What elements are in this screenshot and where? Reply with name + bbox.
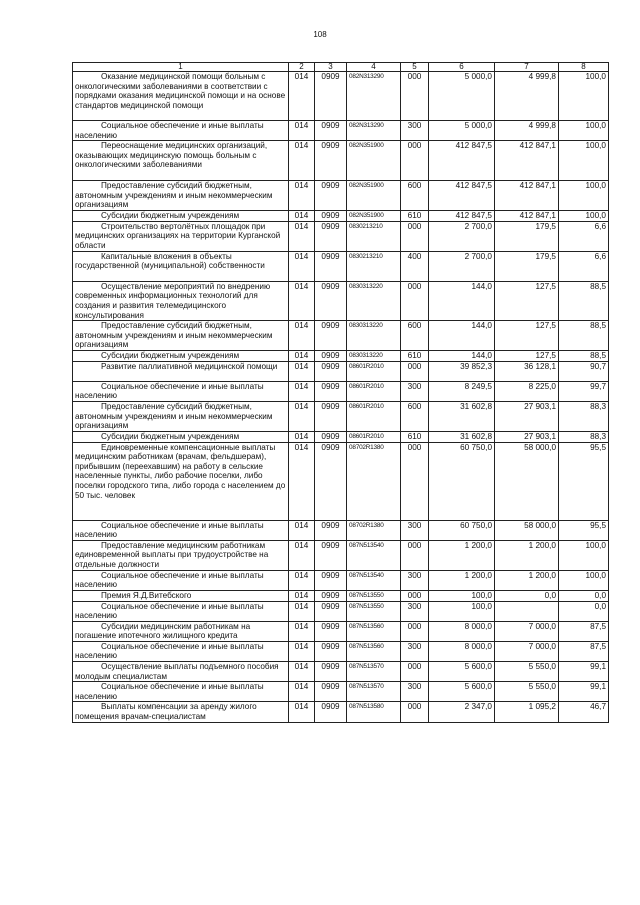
table-row [73, 641, 609, 661]
cell-subsection: 0909 [315, 72, 347, 121]
cell-planned: 144,0 [429, 321, 495, 351]
cell-subsection: 0909 [315, 662, 347, 682]
cell-target-code: 08601R2010 [347, 381, 401, 401]
cell-description [73, 72, 289, 121]
cell-target-code: 087N513550 [347, 590, 401, 601]
cell-percent: 6,6 [559, 251, 609, 281]
cell-planned: 5 000,0 [429, 72, 495, 121]
cell-executed: 58 000,0 [495, 442, 559, 520]
table-row [73, 251, 609, 281]
row-description: Оказание медицинской помощи больным с онкологическими заболеваниями в соответствии с порядками оказания медицинской помощи и на основе стандартов медицинской помощи [75, 72, 286, 110]
cell-planned: 60 750,0 [429, 520, 495, 540]
cell-target-code: 082N313290 [347, 121, 401, 141]
cell-subsection: 0909 [315, 702, 347, 722]
cell-planned: 39 852,3 [429, 361, 495, 381]
cell-target-code: 08601R2010 [347, 361, 401, 381]
cell-planned: 2 700,0 [429, 221, 495, 251]
row-description: Капитальные вложения в объекты государственной (муниципальной) собственности [75, 251, 265, 271]
cell-description [73, 520, 289, 540]
cell-section: 014 [289, 702, 315, 722]
cell-expense-type: 000 [401, 281, 429, 320]
cell-description [73, 351, 289, 362]
table-row [73, 281, 609, 320]
cell-executed: 8 225,0 [495, 381, 559, 401]
cell-section: 014 [289, 662, 315, 682]
cell-expense-type: 610 [401, 431, 429, 442]
row-description: Субсидии медицинским работникам на погашение ипотечного жилищного кредита [75, 621, 251, 641]
cell-percent: 88,3 [559, 401, 609, 431]
table-row [73, 381, 609, 401]
table-row [73, 590, 609, 601]
cell-section: 014 [289, 321, 315, 351]
cell-percent: 46,7 [559, 702, 609, 722]
cell-executed: 412 847,1 [495, 211, 559, 222]
cell-planned: 5 600,0 [429, 662, 495, 682]
cell-section: 014 [289, 641, 315, 661]
cell-target-code: 08601R2010 [347, 431, 401, 442]
row-description: Социальное обеспечение и иные выплаты населению [75, 520, 264, 540]
cell-description [73, 121, 289, 141]
cell-target-code: 087N513540 [347, 570, 401, 590]
cell-section: 014 [289, 520, 315, 540]
header-col-6: 6 [429, 63, 495, 72]
cell-expense-type: 000 [401, 590, 429, 601]
cell-executed: 7 000,0 [495, 621, 559, 641]
cell-percent: 95,5 [559, 520, 609, 540]
cell-expense-type: 000 [401, 621, 429, 641]
cell-percent: 88,3 [559, 431, 609, 442]
cell-expense-type: 000 [401, 442, 429, 520]
row-description: Выплаты компенсации за аренду жилого помещения врачам-специалистам [75, 702, 257, 722]
cell-expense-type: 600 [401, 321, 429, 351]
cell-subsection: 0909 [315, 351, 347, 362]
row-description: Социальное обеспечение и иные выплаты населению [75, 381, 264, 401]
cell-subsection: 0909 [315, 590, 347, 601]
cell-executed: 412 847,1 [495, 181, 559, 211]
row-description: Социальное обеспечение и иные выплаты населению [75, 570, 264, 590]
cell-section: 014 [289, 181, 315, 211]
cell-subsection: 0909 [315, 431, 347, 442]
cell-executed: 127,5 [495, 351, 559, 362]
cell-description [73, 401, 289, 431]
cell-planned: 2 347,0 [429, 702, 495, 722]
cell-subsection: 0909 [315, 211, 347, 222]
header-col-8: 8 [559, 63, 609, 72]
cell-planned: 100,0 [429, 601, 495, 621]
row-description: Предоставление субсидий бюджетным, автономным учреждениям и иным некоммерческим организациям [75, 321, 273, 350]
cell-section: 014 [289, 72, 315, 121]
cell-percent: 100,0 [559, 181, 609, 211]
cell-percent: 6,6 [559, 221, 609, 251]
cell-executed: 5 550,0 [495, 682, 559, 702]
cell-description [73, 601, 289, 621]
cell-target-code: 082N351900 [347, 141, 401, 181]
table-row [73, 211, 609, 222]
cell-description [73, 590, 289, 601]
cell-executed [495, 601, 559, 621]
cell-planned: 100,0 [429, 590, 495, 601]
cell-expense-type: 000 [401, 702, 429, 722]
cell-target-code: 087N513560 [347, 641, 401, 661]
table-row [73, 361, 609, 381]
cell-percent: 88,5 [559, 321, 609, 351]
table-row [73, 141, 609, 181]
cell-description [73, 221, 289, 251]
cell-subsection: 0909 [315, 251, 347, 281]
cell-description [73, 570, 289, 590]
row-description: Премия Я.Д.Витебского [101, 590, 192, 600]
cell-subsection: 0909 [315, 221, 347, 251]
row-description: Социальное обеспечение и иные выплаты населению [75, 121, 264, 140]
cell-subsection: 0909 [315, 181, 347, 211]
cell-target-code: 08601R2010 [347, 401, 401, 431]
cell-target-code: 087N513550 [347, 601, 401, 621]
cell-target-code: 0830313220 [347, 281, 401, 320]
cell-target-code: 0830313220 [347, 351, 401, 362]
cell-subsection: 0909 [315, 141, 347, 181]
row-description: Социальное обеспечение и иные выплаты населению [75, 641, 264, 661]
cell-expense-type: 000 [401, 72, 429, 121]
cell-section: 014 [289, 590, 315, 601]
cell-executed: 4 999,8 [495, 121, 559, 141]
cell-subsection: 0909 [315, 401, 347, 431]
cell-target-code: 087N513560 [347, 621, 401, 641]
row-description: Субсидии бюджетным учреждениям [101, 431, 240, 441]
row-description: Единовременные компенсационные выплаты медицинским работникам (врачам, фельдшерам), прибывшим (переехавшим) на работу в сельские населенные пункты, либо рабочие поселки, либо поселки городского типа, либо города с населением до 50 тыс. человек [75, 442, 286, 500]
cell-subsection: 0909 [315, 321, 347, 351]
cell-percent: 100,0 [559, 570, 609, 590]
header-col-5: 5 [401, 63, 429, 72]
cell-percent: 99,1 [559, 682, 609, 702]
cell-executed: 27 903,1 [495, 401, 559, 431]
cell-section: 014 [289, 211, 315, 222]
cell-subsection: 0909 [315, 621, 347, 641]
cell-planned: 8 249,5 [429, 381, 495, 401]
cell-planned: 8 000,0 [429, 641, 495, 661]
cell-section: 014 [289, 221, 315, 251]
cell-description [73, 621, 289, 641]
cell-subsection: 0909 [315, 281, 347, 320]
cell-section: 014 [289, 540, 315, 570]
cell-description [73, 211, 289, 222]
cell-subsection: 0909 [315, 601, 347, 621]
cell-target-code: 082N313290 [347, 72, 401, 121]
cell-executed: 1 095,2 [495, 702, 559, 722]
cell-planned: 412 847,5 [429, 211, 495, 222]
cell-executed: 58 000,0 [495, 520, 559, 540]
table-row [73, 682, 609, 702]
cell-subsection: 0909 [315, 520, 347, 540]
cell-executed: 1 200,0 [495, 570, 559, 590]
row-description: Субсидии бюджетным учреждениям [101, 351, 240, 361]
row-description: Осуществление выплаты подъемного пособия молодым специалистам [75, 662, 279, 681]
cell-subsection: 0909 [315, 570, 347, 590]
cell-target-code: 0830213210 [347, 251, 401, 281]
cell-executed: 27 903,1 [495, 431, 559, 442]
cell-expense-type: 000 [401, 141, 429, 181]
row-description: Развитие паллиативной медицинской помощи [101, 361, 278, 371]
cell-description [73, 662, 289, 682]
row-description: Строительство вертолётных площадок при медицинских организациях на территории Курганской области [75, 221, 281, 250]
cell-planned: 1 200,0 [429, 540, 495, 570]
cell-expense-type: 610 [401, 351, 429, 362]
row-description: Социальное обеспечение и иные выплаты населению [75, 682, 264, 701]
cell-subsection: 0909 [315, 361, 347, 381]
cell-target-code: 08702R1380 [347, 442, 401, 520]
row-description: Осуществление мероприятий по внедрению современных информационных технологий для создания и развития телемедицинского консультирования [75, 281, 271, 320]
cell-section: 014 [289, 682, 315, 702]
cell-executed: 127,5 [495, 281, 559, 320]
table-row [73, 181, 609, 211]
cell-description [73, 540, 289, 570]
table-row [73, 351, 609, 362]
cell-target-code: 08702R1380 [347, 520, 401, 540]
cell-executed: 179,5 [495, 251, 559, 281]
cell-planned: 5 600,0 [429, 682, 495, 702]
table-row [73, 570, 609, 590]
header-col-7: 7 [495, 63, 559, 72]
cell-description [73, 361, 289, 381]
cell-description [73, 682, 289, 702]
cell-section: 014 [289, 251, 315, 281]
cell-percent: 87,5 [559, 621, 609, 641]
cell-description [73, 431, 289, 442]
budget-table [72, 62, 609, 723]
cell-description [73, 442, 289, 520]
cell-planned: 1 200,0 [429, 570, 495, 590]
cell-expense-type: 000 [401, 361, 429, 381]
page-number: 108 [313, 30, 327, 39]
table-row [73, 321, 609, 351]
cell-target-code: 087N513570 [347, 662, 401, 682]
cell-section: 014 [289, 570, 315, 590]
row-description: Субсидии бюджетным учреждениям [101, 211, 240, 221]
cell-percent: 88,5 [559, 351, 609, 362]
row-description: Социальное обеспечение и иные выплаты населению [75, 601, 264, 621]
row-description: Предоставление субсидий бюджетным, автономным учреждениям и иным некоммерческим организациям [75, 181, 273, 210]
cell-description [73, 181, 289, 211]
column-number-row [73, 63, 609, 72]
cell-percent: 100,0 [559, 141, 609, 181]
cell-executed: 0,0 [495, 590, 559, 601]
cell-section: 014 [289, 121, 315, 141]
cell-target-code: 0830213210 [347, 221, 401, 251]
cell-section: 014 [289, 431, 315, 442]
cell-expense-type: 300 [401, 520, 429, 540]
header-col-4: 4 [347, 63, 401, 72]
table-row [73, 221, 609, 251]
cell-percent: 99,1 [559, 662, 609, 682]
table-row [73, 702, 609, 722]
cell-percent: 100,0 [559, 540, 609, 570]
cell-expense-type: 400 [401, 251, 429, 281]
cell-executed: 5 550,0 [495, 662, 559, 682]
cell-executed: 412 847,1 [495, 141, 559, 181]
cell-expense-type: 000 [401, 221, 429, 251]
cell-section: 014 [289, 141, 315, 181]
cell-description [73, 702, 289, 722]
cell-subsection: 0909 [315, 641, 347, 661]
cell-executed: 179,5 [495, 221, 559, 251]
cell-section: 014 [289, 601, 315, 621]
cell-expense-type: 300 [401, 381, 429, 401]
header-col-2: 2 [289, 63, 315, 72]
cell-description [73, 641, 289, 661]
row-description: Предоставление медицинским работникам единовременной выплаты при трудоустройстве на отдельные должности [75, 540, 269, 569]
table-row [73, 401, 609, 431]
table-row [73, 540, 609, 570]
cell-percent: 90,7 [559, 361, 609, 381]
cell-description [73, 141, 289, 181]
cell-description [73, 251, 289, 281]
cell-subsection: 0909 [315, 442, 347, 520]
cell-percent: 100,0 [559, 121, 609, 141]
cell-subsection: 0909 [315, 121, 347, 141]
cell-section: 014 [289, 621, 315, 641]
cell-target-code: 0830313220 [347, 321, 401, 351]
cell-percent: 99,7 [559, 381, 609, 401]
cell-planned: 412 847,5 [429, 141, 495, 181]
cell-percent: 0,0 [559, 601, 609, 621]
cell-subsection: 0909 [315, 540, 347, 570]
header-col-3: 3 [315, 63, 347, 72]
cell-description [73, 321, 289, 351]
cell-executed: 4 999,8 [495, 72, 559, 121]
cell-planned: 8 000,0 [429, 621, 495, 641]
cell-target-code: 082N351900 [347, 211, 401, 222]
cell-description [73, 381, 289, 401]
table-row [73, 520, 609, 540]
cell-expense-type: 300 [401, 121, 429, 141]
cell-percent: 100,0 [559, 72, 609, 121]
cell-expense-type: 000 [401, 540, 429, 570]
cell-percent: 100,0 [559, 211, 609, 222]
table-row [73, 662, 609, 682]
cell-target-code: 087N513570 [347, 682, 401, 702]
cell-planned: 144,0 [429, 351, 495, 362]
cell-subsection: 0909 [315, 682, 347, 702]
cell-description [73, 281, 289, 320]
cell-percent: 0,0 [559, 590, 609, 601]
cell-expense-type: 600 [401, 181, 429, 211]
cell-expense-type: 300 [401, 601, 429, 621]
cell-expense-type: 300 [401, 570, 429, 590]
cell-target-code: 087N513540 [347, 540, 401, 570]
table-row [73, 442, 609, 520]
cell-planned: 31 602,8 [429, 431, 495, 442]
cell-percent: 95,5 [559, 442, 609, 520]
cell-executed: 36 128,1 [495, 361, 559, 381]
cell-planned: 31 602,8 [429, 401, 495, 431]
table-row [73, 601, 609, 621]
cell-section: 014 [289, 351, 315, 362]
cell-expense-type: 610 [401, 211, 429, 222]
cell-expense-type: 300 [401, 641, 429, 661]
cell-section: 014 [289, 361, 315, 381]
cell-planned: 144,0 [429, 281, 495, 320]
cell-section: 014 [289, 401, 315, 431]
cell-planned: 5 000,0 [429, 121, 495, 141]
row-description: Переоснащение медицинских организаций, оказывающих медицинскую помощь больным с онкологическими заболеваниями [75, 141, 268, 170]
table-row [73, 72, 609, 121]
table-row [73, 431, 609, 442]
cell-executed: 1 200,0 [495, 540, 559, 570]
cell-expense-type: 300 [401, 682, 429, 702]
cell-target-code: 082N351900 [347, 181, 401, 211]
row-description: Предоставление субсидий бюджетным, автономным учреждениям и иным некоммерческим организациям [75, 401, 273, 431]
cell-planned: 2 700,0 [429, 251, 495, 281]
cell-subsection: 0909 [315, 381, 347, 401]
cell-percent: 88,5 [559, 281, 609, 320]
cell-planned: 60 750,0 [429, 442, 495, 520]
cell-executed: 7 000,0 [495, 641, 559, 661]
cell-section: 014 [289, 442, 315, 520]
cell-target-code: 087N513580 [347, 702, 401, 722]
table-row [73, 621, 609, 641]
cell-executed: 127,5 [495, 321, 559, 351]
header-col-1: 1 [73, 63, 289, 72]
cell-percent: 87,5 [559, 641, 609, 661]
cell-planned: 412 847,5 [429, 181, 495, 211]
cell-expense-type: 000 [401, 662, 429, 682]
cell-expense-type: 600 [401, 401, 429, 431]
cell-section: 014 [289, 281, 315, 320]
cell-section: 014 [289, 381, 315, 401]
table-row [73, 121, 609, 141]
